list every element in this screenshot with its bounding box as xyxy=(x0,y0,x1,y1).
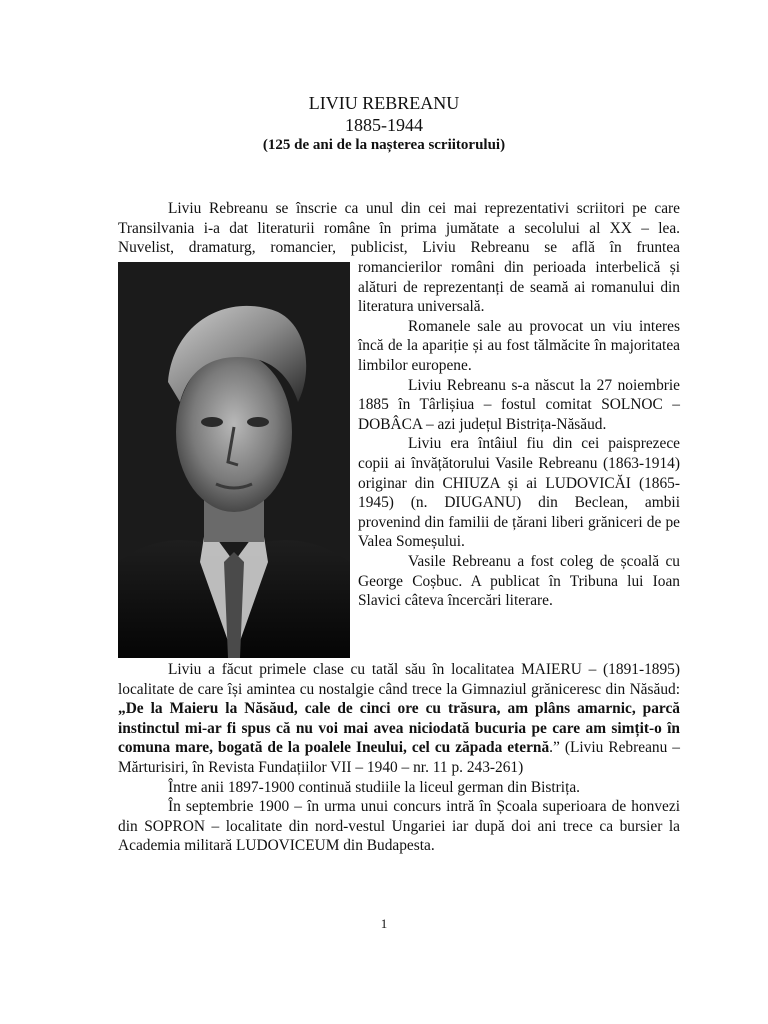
intro-line-1: Liviu Rebreanu se înscrie ca unul din cei mai reprezentativi scriitori pe care xyxy=(168,200,680,217)
paragraph-5: Vasile Rebreanu a fost coleg de școală cu George Coșbuc. A publicat în Tribuna lui Ioan Slavici câteva încercări literare. xyxy=(358,552,680,610)
wrapped-text-column xyxy=(358,258,680,611)
portrait-illustration xyxy=(118,262,350,658)
quote-bold: „De la Maieru la Năsăud, cale de cinci ore cu trăsura, am plâns amarnic, parcă instinctul mi-ar fi spus că nu voi mai avea niciodată bucuria pe care am simțit-o în comuna mare, bogată de la poalele Ineului, cel cu zăpada eternă xyxy=(118,700,680,757)
paragraph-6 xyxy=(118,660,680,778)
paragraph-3: Liviu Rebreanu s-a născut la 27 noiembrie 1885 în Târlișiua – fostul comitat SOLNOC – DOBÂCA – azi județul Bistrița-Năsăud. xyxy=(358,376,680,433)
page-title: LIVIU REBREANU xyxy=(308,93,460,113)
paragraph-4: Liviu era întâiul fiu din cei paisprezece copii ai învățătorului Vasile Rebreanu (1863-1914) originar din CHIUZA și ai LUDOVICĂI (1865-1945) (n. DIUGANU) din Beclean, ambii provenind din familii de țărani liberi grăniceri de pe Valea Someșului. xyxy=(358,435,680,551)
subtitle: (125 de ani de la nașterea scriitorului) xyxy=(262,137,506,153)
page-number: 1 xyxy=(380,916,388,931)
title-block xyxy=(0,92,768,155)
portrait-photo xyxy=(118,262,350,658)
paragraph-2: Romanele sale au provocat un viu interes încă de la apariție și au fost tălmăcite în majoritatea limbilor europene. xyxy=(358,317,680,374)
intro-line-3: Nuvelist, dramaturg, romancier, publicist, Liviu Rebreanu se află în fruntea xyxy=(118,239,680,257)
life-years: 1885-1944 xyxy=(345,115,423,135)
intro-paragraph xyxy=(118,199,680,258)
paragraph-8: În septembrie 1900 – în urma unui concurs intră în Școala superioara de honvezi din SOPRON – localitate din nord-vestul Ungariei iar după doi ani trece ca bursier la Academia militară LUDOVICEUM din Budapesta. xyxy=(118,798,680,855)
paragraph-7: Între anii 1897-1900 continuă studiile la liceul german din Bistrița. xyxy=(168,778,581,796)
paragraph-1: romancierilor români din perioada interbelică și alături de reprezentanți de seamă ai romanului din literatura universală. xyxy=(358,259,680,316)
lower-text xyxy=(118,660,680,856)
intro-line-2: Transilvania i-a dat literaturii române în prima jumătate a secolului al XX – lea. xyxy=(118,219,680,237)
quote-citation: .” (Liviu Rebreanu – Mărturisiri, în Revista Fundațiilor VII – 1940 – nr. 11 p. 243-261) xyxy=(118,739,681,776)
paragraph-6-text: Liviu a făcut primele clase cu tatăl său în localitatea MAIERU – (1891-1895) localitate de care își amintea cu nostalgie când trece la Gimnaziul grăniceresc din Năsăud: xyxy=(118,661,680,698)
